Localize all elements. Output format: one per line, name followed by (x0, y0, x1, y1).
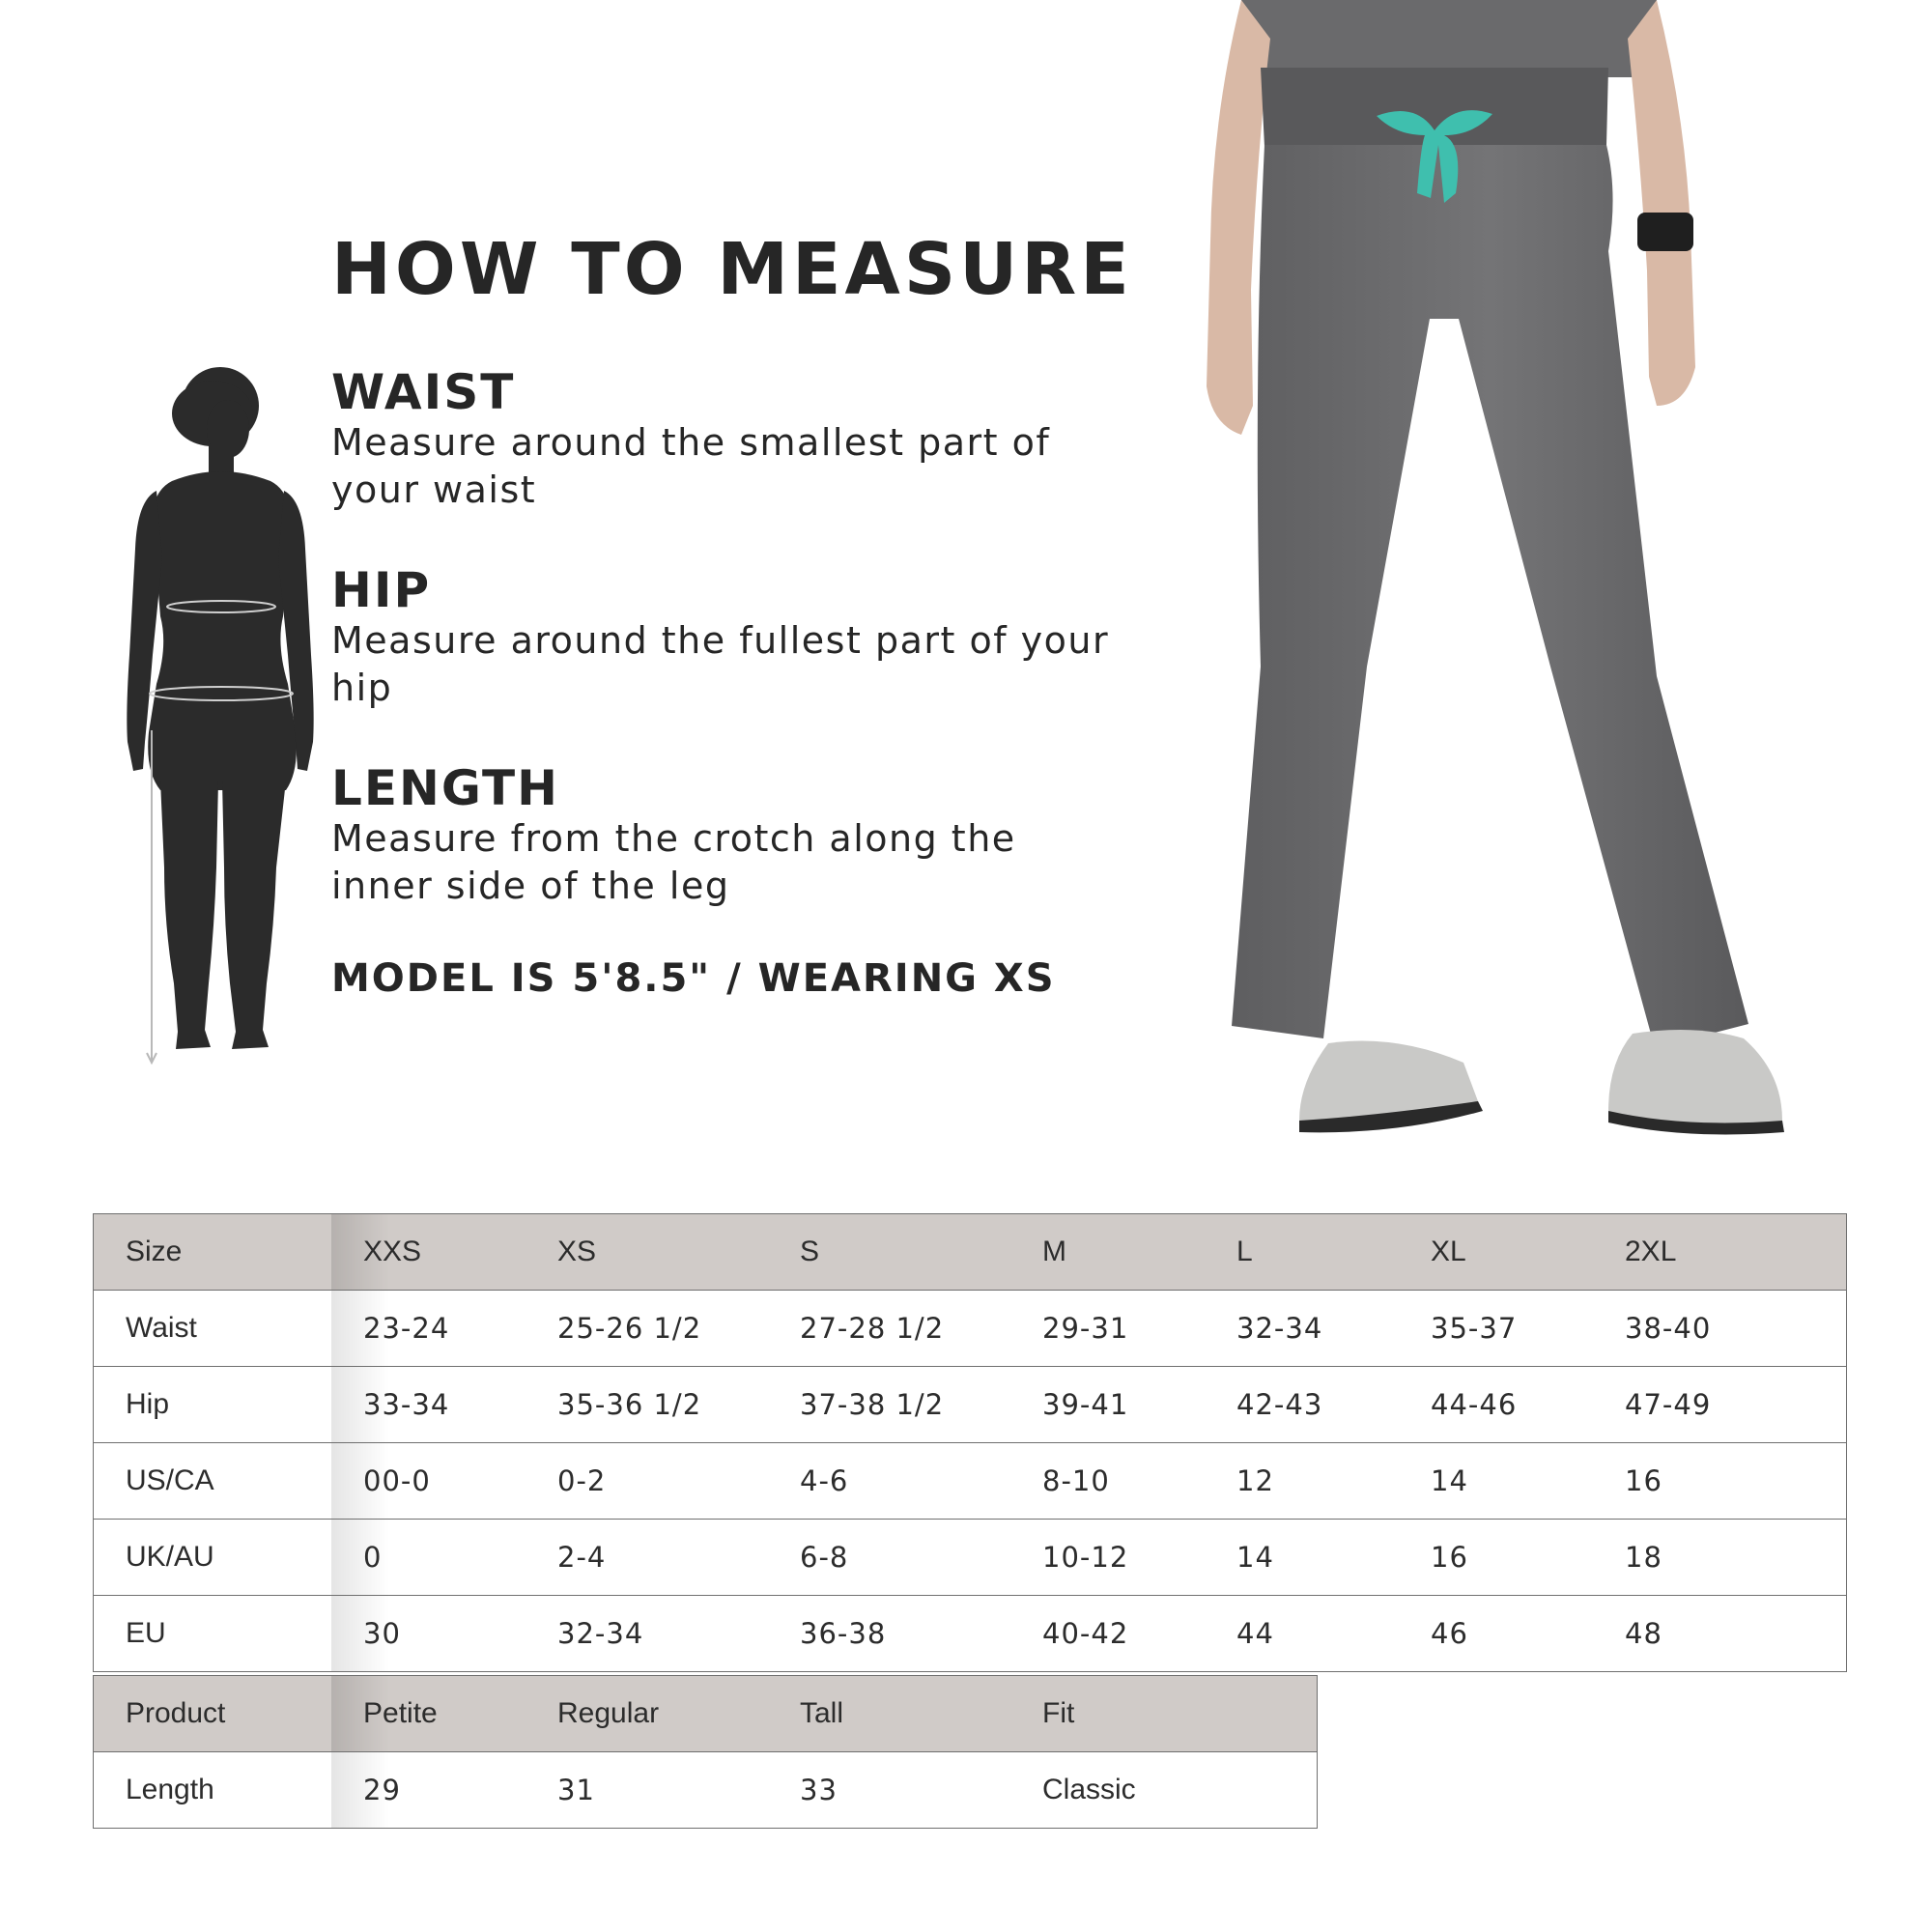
table-cell: 14 (1399, 1443, 1593, 1520)
model-pants-photo (1203, 0, 1802, 1150)
table-cell: 25-26 1/2 (526, 1291, 768, 1367)
table-cell: 23-24 (331, 1291, 526, 1367)
table-cell: 44 (1205, 1596, 1399, 1672)
table-cell: 14 (1205, 1520, 1399, 1596)
table-cell: 47-49 (1593, 1367, 1847, 1443)
table-row (94, 1596, 1847, 1672)
woman-silhouette-icon (124, 365, 317, 1068)
header-cell: Petite (331, 1676, 526, 1752)
header-cell: Product (94, 1676, 332, 1752)
page-title: HOW TO MEASURE (331, 228, 1133, 311)
model-note: MODEL IS 5'8.5" / WEARING XS (331, 956, 1056, 1001)
hip-section (331, 563, 1123, 712)
table-cell: 39-41 (1010, 1367, 1205, 1443)
header-cell: M (1010, 1214, 1205, 1291)
table-row (94, 1291, 1847, 1367)
length-heading: LENGTH (331, 760, 559, 816)
table-cell: 2-4 (526, 1520, 768, 1596)
header-cell: XXS (331, 1214, 526, 1291)
header-cell: 2XL (1593, 1214, 1847, 1291)
header-cell: XS (526, 1214, 768, 1291)
table-cell: 32-34 (1205, 1291, 1399, 1367)
header-cell: Regular (526, 1676, 768, 1752)
table-cell: 35-37 (1399, 1291, 1593, 1367)
table-cell: 8-10 (1010, 1443, 1205, 1520)
table-cell: 27-28 1/2 (768, 1291, 1010, 1367)
table-cell: 16 (1593, 1443, 1847, 1520)
hip-instruction: Measure around the fullest part of your hip (331, 619, 1110, 709)
table-cell: 30 (331, 1596, 526, 1672)
waist-heading: WAIST (331, 364, 516, 420)
table-cell: 00-0 (331, 1443, 526, 1520)
table-cell: 0-2 (526, 1443, 768, 1520)
length-section (331, 761, 1123, 910)
waist-instruction: Measure around the smallest part of your waist (331, 421, 1051, 511)
table-cell: 33-34 (331, 1367, 526, 1443)
table-cell: 12 (1205, 1443, 1399, 1520)
table-cell: 6-8 (768, 1520, 1010, 1596)
row-label: US/CA (94, 1443, 332, 1520)
row-label: Waist (94, 1291, 332, 1367)
table-cell: 40-42 (1010, 1596, 1205, 1672)
table-cell: 38-40 (1593, 1291, 1847, 1367)
table-cell: 46 (1399, 1596, 1593, 1672)
header-cell: L (1205, 1214, 1399, 1291)
table-row (94, 1443, 1847, 1520)
hip-heading: HIP (331, 562, 432, 618)
table-cell: 4-6 (768, 1443, 1010, 1520)
table-row (94, 1520, 1847, 1596)
row-label: EU (94, 1596, 332, 1672)
table-row (94, 1752, 1318, 1829)
table-header-row (94, 1676, 1318, 1752)
table-cell: 31 (526, 1752, 768, 1829)
row-label: Hip (94, 1367, 332, 1443)
table-row (94, 1367, 1847, 1443)
header-cell: Fit (1010, 1676, 1318, 1752)
table-cell: 16 (1399, 1520, 1593, 1596)
table-cell: 48 (1593, 1596, 1847, 1672)
length-instruction: Measure from the crotch along the inner side of the leg (331, 817, 1016, 907)
table-cell: 29 (331, 1752, 526, 1829)
table-cell: 0 (331, 1520, 526, 1596)
table-cell: 18 (1593, 1520, 1847, 1596)
table-cell: 36-38 (768, 1596, 1010, 1672)
size-chart-table (93, 1213, 1847, 1672)
waist-section (331, 365, 1123, 514)
table-header-row (94, 1214, 1847, 1291)
header-cell: S (768, 1214, 1010, 1291)
table-cell: 44-46 (1399, 1367, 1593, 1443)
table-cell: Classic (1010, 1752, 1318, 1829)
table-cell: 32-34 (526, 1596, 768, 1672)
row-label: UK/AU (94, 1520, 332, 1596)
table-cell: 35-36 1/2 (526, 1367, 768, 1443)
header-cell: Size (94, 1214, 332, 1291)
header-cell: XL (1399, 1214, 1593, 1291)
table-cell: 10-12 (1010, 1520, 1205, 1596)
table-cell: 37-38 1/2 (768, 1367, 1010, 1443)
product-length-table (93, 1675, 1318, 1829)
table-cell: 29-31 (1010, 1291, 1205, 1367)
row-label: Length (94, 1752, 332, 1829)
header-cell: Tall (768, 1676, 1010, 1752)
table-cell: 33 (768, 1752, 1010, 1829)
table-cell: 42-43 (1205, 1367, 1399, 1443)
